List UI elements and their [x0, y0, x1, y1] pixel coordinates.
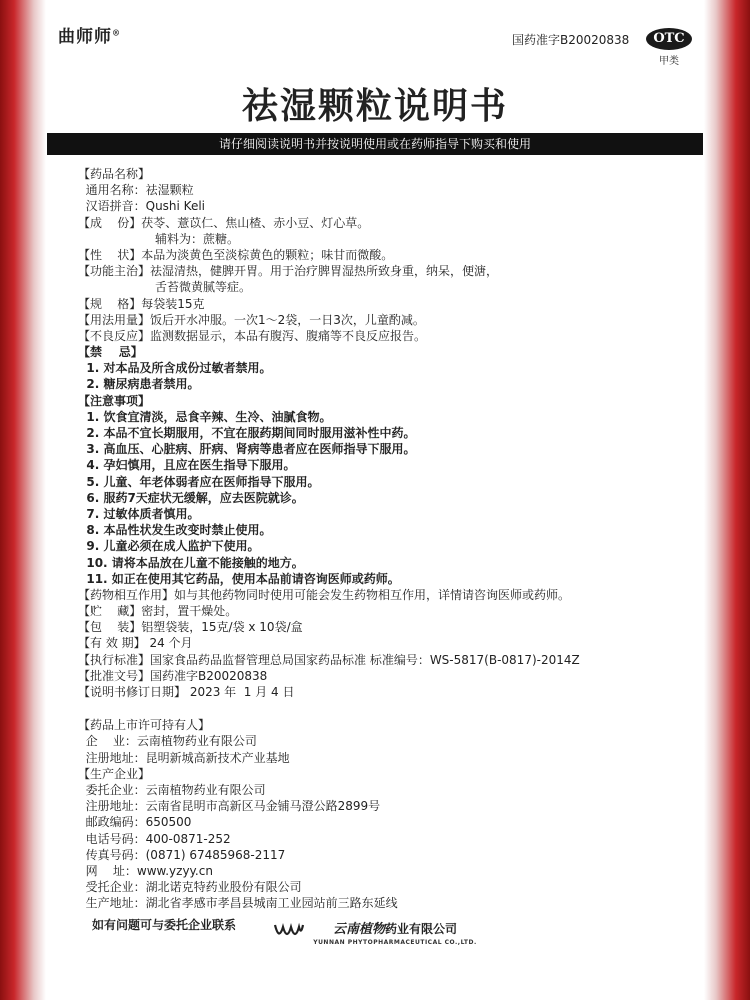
leaflet-line: 4. 孕妇慎用，且应在医生指导下服用。 [78, 458, 296, 473]
leaflet-line: 3. 高血压、心脏病、肝病、肾病等患者应在医师指导下服用。 [78, 442, 416, 457]
company-logo-icon [273, 921, 305, 943]
leaflet-line: 【执行标准】国家食品药品监督管理总局国家药品标准 标准编号：WS-5817(B-0817)-2014Z [78, 652, 580, 667]
company-footer [0, 918, 750, 947]
leaflet-line: 【批准文号】国药准字B20020838 [78, 668, 268, 683]
leaflet-line: 9. 儿童必须在成人监护下使用。 [78, 539, 260, 554]
leaflet-line: 生产地址：湖北省孝感市孝昌县城南工业园站前三路东延线 [78, 896, 398, 911]
leaflet-line: 【包 装】铝塑袋装，15克/袋 x 10袋/盒 [78, 620, 303, 635]
leaflet-line: 【药品名称】 [78, 167, 151, 181]
leaflet-line: 受托企业：湖北诺克特药业股份有限公司 [78, 880, 302, 895]
leaflet-line: 注册地址：昆明新城高新技术产业基地 [78, 750, 290, 765]
leaflet-line: 11. 如正在使用其它药品，使用本品前请咨询医师或药师。 [78, 571, 400, 586]
leaflet-line: 【注意事项】 [78, 393, 151, 408]
leaflet-line: 2. 本品不宜长期服用，不宜在服药期间同时服用滋补性中药。 [78, 426, 416, 440]
leaflet-line: 5. 儿童、年老体弱者应在医师指导下服用。 [78, 474, 320, 489]
leaflet-line: 电话号码：400-0871-252 [78, 831, 231, 846]
leaflet-line: 【说明书修订日期】 2023 年 1 月 4 日 [78, 685, 295, 699]
leaflet-line: 【贮 藏】密封，置干燥处。 [78, 604, 238, 619]
approval-number-top: 国药准字B20020838 [512, 33, 630, 47]
brand-logo: 曲师师® [58, 27, 121, 47]
otc-class-label: 甲类 [659, 56, 679, 67]
contact-note: 如有问题可与委托企业联系 [92, 918, 237, 933]
leaflet-body [78, 166, 698, 934]
company-name-en: YUNNAN PHYTOPHARMACEUTICAL CO.,LTD. [313, 939, 477, 946]
leaflet-line: 汉语拼音：Qushi Keli [78, 199, 206, 214]
leaflet-line: 通用名称：祛湿颗粒 [78, 183, 194, 198]
leaflet-line: 【禁 忌】 [78, 345, 143, 360]
leaflet-line: 【有 效 期】 24 个月 [78, 636, 193, 651]
leaflet-line: 【药品上市许可持有人】 [78, 718, 211, 733]
leaflet-line: 【规 格】每袋装15克 [78, 296, 205, 311]
leaflet-line: 【生产企业】 [78, 766, 151, 781]
leaflet-line: 2. 糖尿病患者禁用。 [78, 377, 200, 392]
leaflet-line: 8. 本品性状发生改变时禁止使用。 [78, 523, 272, 538]
leaflet-line: 注册地址：云南省昆明市高新区马金铺马澄公路2899号 [78, 799, 381, 814]
leaflet-line: 【药物相互作用】如与其他药物同时使用可能会发生药物相互作用，详情请咨询医师或药师。 [78, 587, 571, 602]
leaflet-line: 网 址：www.yzyy.cn [78, 863, 213, 878]
leaflet-line: 6. 服药7天症状无缓解，应去医院就诊。 [78, 490, 304, 505]
instruction-banner: 请仔细阅读说明书并按说明使用或在药师指导下购买和使用 [47, 133, 703, 155]
leaflet-line: 辅料为：蔗糖。 [155, 231, 240, 246]
leaflet-line: 舌苔微黄腻等症。 [155, 280, 252, 295]
leaflet-line: 7. 过敏体质者慎用。 [78, 506, 200, 521]
leaflet-line: 【功能主治】祛湿清热，健脾开胃。用于治疗脾胃湿热所致身重，纳呆，便溏， [78, 264, 499, 279]
leaflet-line: 传真号码：(0871) 67485968-2117 [78, 847, 286, 862]
leaflet-line: 委托企业：云南植物药业有限公司 [78, 782, 266, 797]
leaflet-line: 企 业：云南植物药业有限公司 [78, 734, 257, 749]
otc-badge: OTC [646, 28, 692, 50]
leaflet-line: 1. 饮食宜清淡，忌食辛辣、生冷、油腻食物。 [78, 409, 332, 424]
spacer [78, 700, 698, 717]
leaflet-line: 【成 份】茯苓、薏苡仁、焦山楂、赤小豆、灯心草。 [78, 215, 370, 230]
company-name: 云南植物药业有限公司 YUNNAN PHYTOPHARMACEUTICAL CO.,LTD. [313, 922, 477, 946]
leaflet-line: 【用法用量】饭后开水冲服。一次1～2袋，一日3次，儿童酌减。 [78, 312, 425, 327]
leaflet-line: 10. 请将本品放在儿童不能接触的地方。 [78, 555, 304, 570]
leaflet-line: 1. 对本品及所含成份过敏者禁用。 [78, 361, 272, 376]
leaflet-line: 【性 状】本品为淡黄色至淡棕黄色的颗粒；味甘而微酸。 [78, 247, 394, 262]
page-title: 祛湿颗粒说明书 [241, 85, 508, 127]
leaflet-line: 【不良反应】监测数据显示，本品有腹泻、腹痛等不良反应报告。 [78, 328, 427, 343]
leaflet-line: 邮政编码：650500 [78, 815, 192, 830]
